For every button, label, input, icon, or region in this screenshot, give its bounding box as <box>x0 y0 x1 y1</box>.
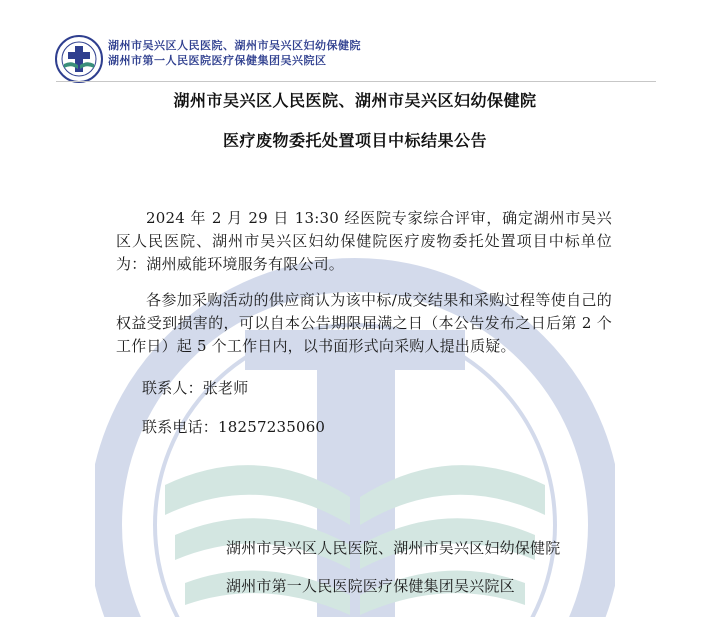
signature-line-2: 湖州市第一人民医院医疗保健集团吴兴院区 <box>226 577 515 595</box>
signature-line-1: 湖州市吴兴区人民医院、湖州市吴兴区妇幼保健院 <box>226 539 561 557</box>
letterhead <box>0 0 710 82</box>
document-title-line-2: 医疗废物委托处置项目中标结果公告 <box>222 131 487 150</box>
contact-person: 联系人：张老师 <box>142 379 249 397</box>
contact-phone: 联系电话：18257235060 <box>142 418 326 436</box>
header-divider <box>56 81 656 82</box>
document-title-line-1: 湖州市吴兴区人民医院、湖州市吴兴区妇幼保健院 <box>173 91 537 110</box>
letterhead-line-2: 湖州市第一人民医院医疗保健集团吴兴院区 <box>108 54 327 67</box>
hospital-logo-icon <box>54 34 104 84</box>
letterhead-line-1: 湖州市吴兴区人民医院、湖州市吴兴区妇幼保健院 <box>108 39 361 52</box>
award-paragraph: 2024 年 2 月 29 日 13:30 经医院专家综合评审，确定湖州市吴兴区人民医院、湖州市吴兴区妇幼保健院医疗废物委托处置项目中标单位为：湖州威能环境服务有限公司。 <box>116 209 612 273</box>
objection-paragraph: 各参加采购活动的供应商认为该中标/成交结果和采购过程等使自己的权益受到损害的，可以自本公告期限届满之日（本公告发布之日后第 2 个工作日）起 5 个工作日内，以书面形式向采购人提出质疑。 <box>116 291 612 355</box>
